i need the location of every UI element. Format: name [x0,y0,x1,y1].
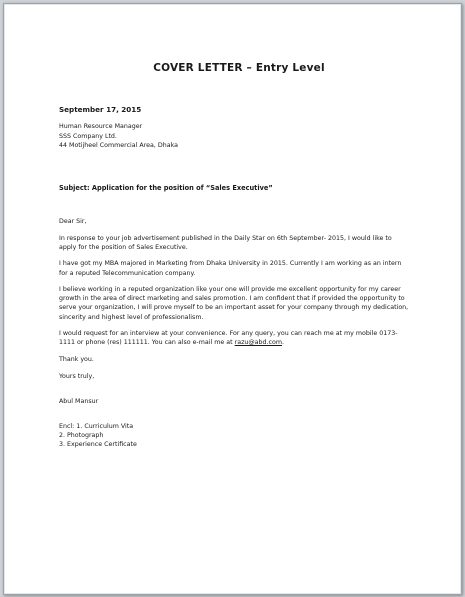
body-paragraph: I have got my MBA majored in Marketing from Dhaka University in 2015. Currently I am working as an intern for a reputed Telecommunication company. [59,260,402,277]
salutation: Dear Sir, [59,218,87,225]
letter-title: COVER LETTER – Entry Level [153,62,325,74]
body-paragraph: In response to your job advertisement published in the Daily Star on 6th September- 2015, I would like to apply for the position of Sales Executive. [59,234,392,251]
enclosure-item: Encl: 1. Curriculum Vita [59,422,134,430]
letter-body [59,217,411,449]
recipient-line: Human Resource Manager [59,123,143,130]
signature-name: Abul Mansur [59,397,99,405]
subject-line: Subject: Application for the position of “Sales Executive” [59,184,273,192]
email-link[interactable]: razu@abd.com [234,339,282,347]
letter-page [59,4,419,594]
letter-date: September 17, 2015 [59,105,142,114]
document-frame [3,3,462,595]
contact-paragraph [59,329,411,347]
enclosures [59,422,411,449]
contact-end: . [281,339,284,347]
enclosure-item: 2. Photograph [59,431,104,439]
closing-line: Yours truly, [59,372,95,380]
recipient-line: SSS Company Ltd. [59,132,117,140]
enclosure-item: 3. Experience Certificate [59,441,137,449]
body-paragraph: I believe working in a reputed organization like your one will provide me excellent opportunity for my career growth in the area of direct marketing and sales promotion. I am confident that if provided the opportunity to serve your organization, I will prove myself to be an important asset for your company through my dedication, sincerity and highest level of professionalism. [59,286,409,321]
recipient-line: 44 Motijheel Commercial Area, Dhaka [59,142,179,150]
recipient-address [59,122,178,151]
thanks-line: Thank you. [59,356,94,363]
contact-text: I would request for an interview at your convenience. For any query, you can reach me at my mobile 0173-1111 or phone (res) 111111. You can also e-mail me at [59,330,398,347]
